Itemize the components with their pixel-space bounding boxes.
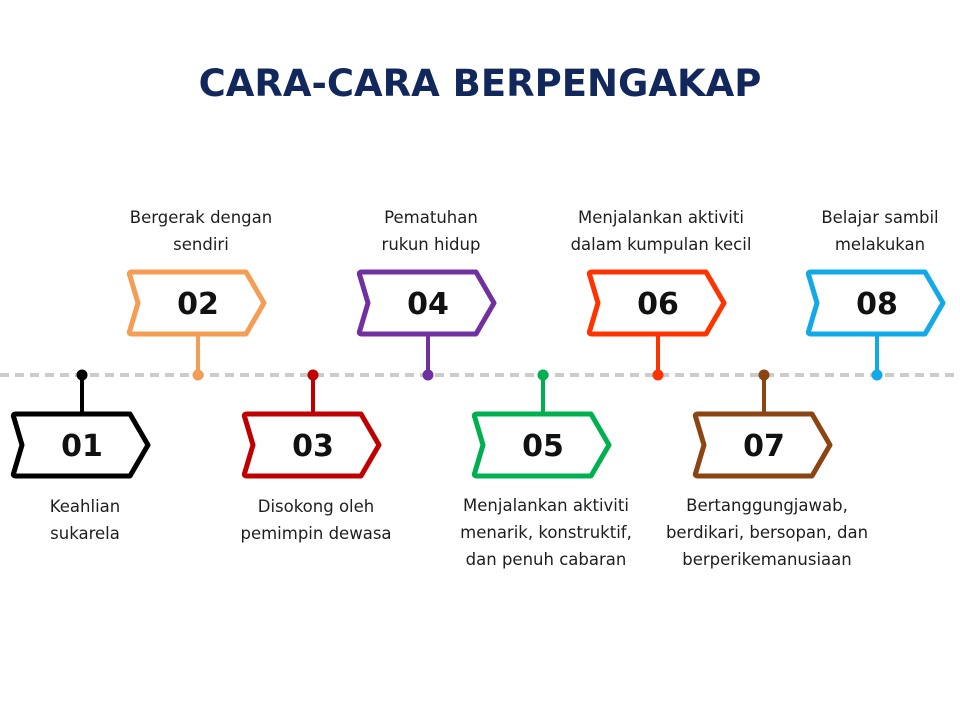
step-03-caption-line: Disokong oleh bbox=[257, 497, 375, 516]
step-01-caption-line: sukarela bbox=[50, 524, 120, 543]
step-05-number: 05 bbox=[522, 429, 564, 464]
step-07-number: 07 bbox=[743, 429, 785, 464]
step-01-number: 01 bbox=[61, 429, 103, 464]
step-02-caption-line: sendiri bbox=[173, 235, 229, 254]
step-06 bbox=[589, 272, 724, 381]
step-04-number: 04 bbox=[407, 287, 449, 322]
step-08-dot bbox=[872, 370, 883, 381]
step-05-dot bbox=[538, 370, 549, 381]
step-01-caption bbox=[0, 493, 205, 547]
step-07-caption-line: berperikemanusiaan bbox=[682, 550, 852, 569]
step-07-caption bbox=[647, 492, 887, 573]
step-04-caption-line: Pematuhan bbox=[384, 208, 478, 227]
step-05-caption-line: dan penuh cabaran bbox=[465, 550, 627, 569]
step-02-caption bbox=[81, 204, 321, 258]
step-08-caption-line: Belajar sambil bbox=[821, 208, 939, 227]
step-04-caption bbox=[311, 204, 551, 258]
step-08 bbox=[808, 272, 943, 381]
step-08-caption-line: melakukan bbox=[834, 235, 926, 254]
step-06-number: 06 bbox=[637, 287, 679, 322]
step-04-caption-line: rukun hidup bbox=[381, 235, 481, 254]
step-02-caption-line: Bergerak dengan bbox=[129, 208, 273, 227]
step-05-caption-line: menarik, konstruktif, bbox=[460, 523, 632, 542]
step-04 bbox=[359, 272, 494, 381]
step-03-dot bbox=[308, 370, 319, 381]
step-08-caption bbox=[760, 204, 960, 258]
step-05-caption bbox=[426, 492, 666, 573]
step-06-dot bbox=[653, 370, 664, 381]
step-01 bbox=[13, 370, 148, 477]
step-06-caption-line: dalam kumpulan kecil bbox=[570, 235, 752, 254]
step-06-caption bbox=[541, 204, 781, 258]
step-04-dot bbox=[423, 370, 434, 381]
step-03-caption bbox=[196, 493, 436, 547]
diagram-title: CARA-CARA BERPENGAKAP bbox=[198, 62, 762, 105]
step-03-caption-line: pemimpin dewasa bbox=[240, 524, 392, 543]
step-03-number: 03 bbox=[292, 429, 334, 464]
step-02-dot bbox=[193, 370, 204, 381]
step-03 bbox=[244, 370, 379, 477]
step-07-caption-line: berdikari, bersopan, dan bbox=[665, 523, 869, 542]
step-08-number: 08 bbox=[856, 287, 898, 322]
step-05-caption-line: Menjalankan aktiviti bbox=[463, 496, 629, 515]
step-07-caption-line: Bertanggungjawab, bbox=[686, 496, 848, 515]
step-06-caption-line: Menjalankan aktiviti bbox=[578, 208, 744, 227]
step-01-dot bbox=[77, 370, 88, 381]
step-01-caption-line: Keahlian bbox=[49, 497, 121, 516]
step-02 bbox=[129, 272, 264, 381]
step-07-dot bbox=[759, 370, 770, 381]
step-05 bbox=[474, 370, 609, 477]
step-07 bbox=[695, 370, 830, 477]
step-02-number: 02 bbox=[177, 287, 219, 322]
